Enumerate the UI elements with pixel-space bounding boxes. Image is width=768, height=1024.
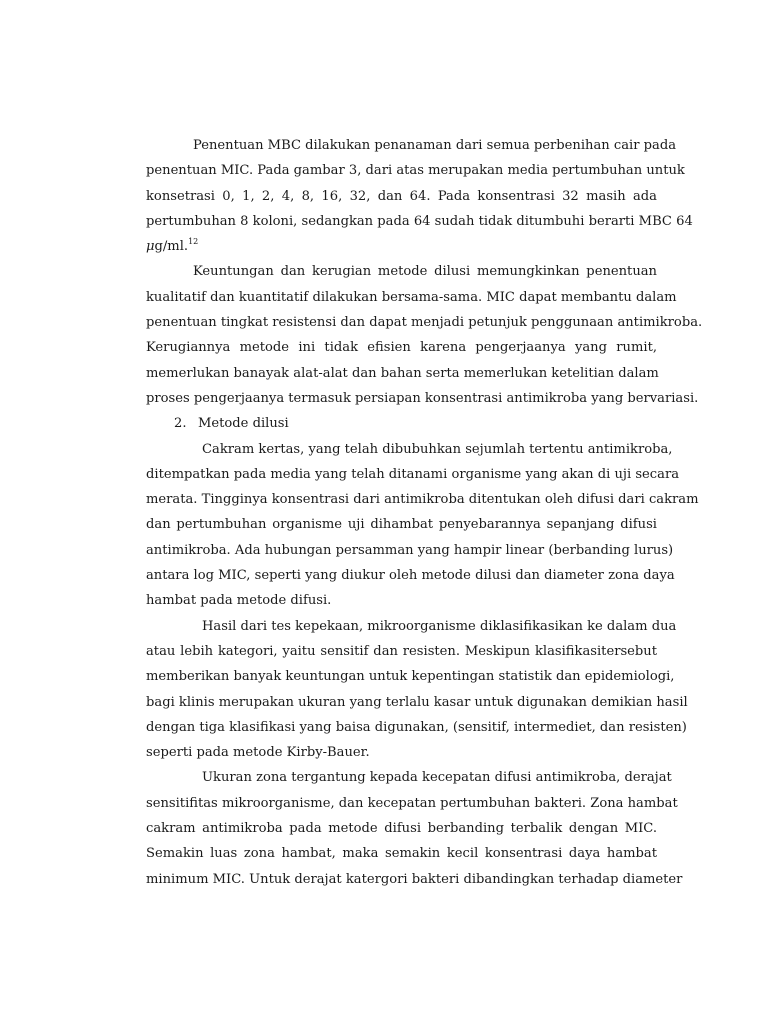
- text-line: penentuan tingkat resistensi dan dapat menjadi petunjuk penggunaan antimikroba.: [146, 315, 703, 331]
- mu-symbol: μ: [146, 239, 155, 255]
- text-line: bagi klinis merupakan ukuran yang terlalu kasar untuk digunakan demikian hasil: [146, 694, 688, 710]
- citation-superscript: 12: [188, 237, 199, 247]
- text-line: memberikan banyak keuntungan untuk kepentingan statistik dan epidemiologi,: [146, 669, 675, 685]
- text-line: Semakin luas zona hambat, maka semakin kecil konsentrasi daya hambat: [146, 846, 657, 862]
- paragraph-cakram: [146, 437, 699, 614]
- unit-text: g/ml.: [154, 239, 189, 255]
- text-line: konsetrasi 0, 1, 2, 4, 8, 16, 32, dan 64. Pada konsentrasi 32 masih ada: [146, 188, 657, 204]
- text-line: seperti pada metode Kirby-Bauer.: [146, 745, 370, 761]
- paragraph-mbc: [146, 133, 693, 259]
- text-line: minimum MIC. Untuk derajat katergori bakteri dibandingkan terhadap diameter: [146, 871, 683, 887]
- text-line: hambat pada metode difusi.: [146, 593, 332, 609]
- text-line: dan pertumbuhan organisme uji dihambat penyebarannya sepanjang difusi: [146, 517, 657, 533]
- text-line: antara log MIC, seperti yang diukur oleh metode dilusi dan diameter zona daya: [146, 568, 675, 584]
- text-line: Hasil dari tes kepekaan, mikroorganisme diklasifikasikan ke dalam dua: [202, 618, 677, 634]
- text-line: merata. Tingginya konsentrasi dari antimikroba ditentukan oleh difusi dari cakram: [146, 492, 699, 508]
- text-line: antimikroba. Ada hubungan persamman yang hampir linear (berbanding lurus): [146, 542, 674, 558]
- paragraph-hasil: [146, 614, 688, 766]
- text-line: atau lebih kategori, yaitu sensitif dan resisten. Meskipun klasifikasitersebut: [146, 643, 657, 659]
- text-line: Keuntungan dan kerugian metode dilusi memungkinkan penentuan: [193, 264, 657, 280]
- text-line: Kerugiannya metode ini tidak efisien karena pengerjaanya yang rumit,: [146, 340, 657, 356]
- text-line: pertumbuhan 8 koloni, sedangkan pada 64 sudah tidak ditumbuhi berarti MBC 64: [146, 213, 693, 229]
- text-line: Penentuan MBC dilakukan penanaman dari semua perbenihan cair pada: [193, 138, 677, 153]
- text-line: proses pengerjaanya termasuk persiapan konsentrasi antimikroba yang bervariasi.: [146, 390, 699, 406]
- list-item-metode-dilusi: [146, 411, 657, 436]
- list-number: 2.: [174, 416, 187, 432]
- list-label: Metode dilusi: [198, 416, 289, 432]
- text-line: sensitifitas mikroorganisme, dan kecepatan pertumbuhan bakteri. Zona hambat: [146, 795, 678, 811]
- text-line: penentuan MIC. Pada gambar 3, dari atas merupakan media pertumbuhan untuk: [146, 163, 685, 179]
- text-line: Cakram kertas, yang telah dibubuhkan sejumlah tertentu antimikroba,: [202, 441, 673, 457]
- text-line: Ukuran zona tergantung kepada kecepatan difusi antimikroba, derajat: [202, 770, 672, 786]
- text-line: [146, 234, 657, 259]
- text-line: memerlukan banayak alat-alat dan bahan serta memerlukan ketelitian dalam: [146, 365, 659, 381]
- text-line: dengan tiga klasifikasi yang baisa digunakan, (sensitif, intermediet, dan resisten): [146, 719, 687, 735]
- paragraph-ukuran-zona: [146, 765, 683, 891]
- text-line: kualitatif dan kuantitatif dilakukan bersama-sama. MIC dapat membantu dalam: [146, 289, 677, 305]
- document-page: [146, 133, 703, 892]
- paragraph-keuntungan: [146, 259, 703, 411]
- text-line: cakram antimikroba pada metode difusi berbanding terbalik dengan MIC.: [146, 821, 657, 837]
- text-line: ditempatkan pada media yang telah ditanami organisme yang akan di uji secara: [146, 466, 680, 482]
